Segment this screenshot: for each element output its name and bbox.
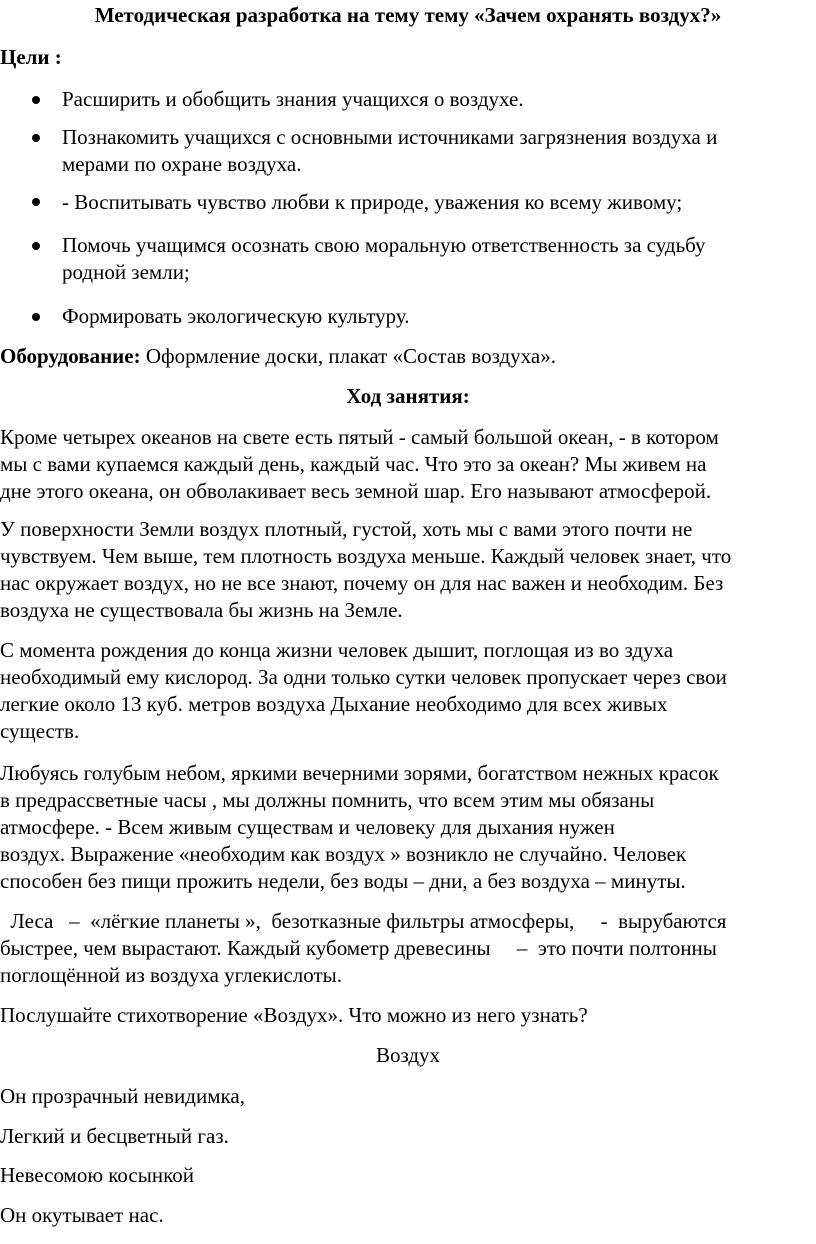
list-item-line: Формировать экологическую культуру. [62, 304, 410, 328]
paragraph-line: существ. [0, 719, 80, 743]
list-item-line: Познакомить учащихся с основными источниками загрязнения воздуха и [62, 125, 718, 149]
bullet-icon [32, 134, 40, 142]
paragraph-line: У поверхности Земли воздух плотный, густой, хоть мы с вами этого почти не [0, 517, 693, 541]
equipment-line [0, 343, 556, 370]
poem-line: Он окутывает нас. [0, 1203, 164, 1227]
bullet-icon [32, 242, 40, 250]
paragraph-line: в предрассветные часы , мы должны помнить, что всем этим мы обязаны [0, 788, 655, 812]
equipment-label: Оборудование: [0, 344, 141, 368]
paragraph-line: необходимый ему кислород. За одни только сутки человек пропускает через свои [0, 665, 727, 689]
poem-line: Он прозрачный невидимка, [0, 1084, 245, 1108]
paragraph-line: воздуха не существовала бы жизнь на Земле. [0, 598, 403, 622]
paragraph-line: С момента рождения до конца жизни человек дышит, поглощая из во здуха [0, 638, 674, 662]
document-title: Методическая разработка на тему тему «Зачем охранять воздух?» [94, 3, 722, 27]
goals-label: Цели : [0, 45, 62, 69]
paragraph-line: способен без пищи прожить недели, без воды – дни, а без воздуха – минуты. [0, 869, 686, 893]
paragraph-line: легкие около 13 куб. метров воздуха Дыхание необходимо для всех живых [0, 692, 668, 716]
paragraph-line: Послушайте стихотворение «Воздух». Что можно из него узнать? [0, 1003, 588, 1027]
paragraph-line: мы с вами купаемся каждый день, каждый час. Что это за океан? Мы живем на [0, 452, 707, 476]
bullet-icon [32, 96, 40, 104]
lesson-heading: Ход занятия: [346, 384, 470, 408]
paragraph-line: поглощённой из воздуха углекислоты. [0, 963, 343, 987]
bullet-icon [32, 313, 40, 321]
list-item-line: Расширить и обобщить знания учащихся о воздухе. [62, 87, 524, 111]
paragraph-line: чувствуем. Чем выше, тем плотность воздуха меньше. Каждый человек знает, что [0, 544, 732, 568]
paragraph-line: атмосфере. - Всем живым существам и человеку для дыхания нужен [0, 815, 615, 839]
list-item-line: родной земли; [62, 260, 190, 284]
paragraph-line: воздух. Выражение «необходим как воздух » возникло не случайно. Человек [0, 842, 687, 866]
list-item-line: Помочь учащимся осознать свою моральную ответственность за судьбу [62, 233, 706, 257]
poem-line: Невесомою косынкой [0, 1163, 194, 1187]
paragraph-line: нас окружает воздух, но не все знают, почему он для нас важен и необходим. Без [0, 571, 724, 595]
paragraph-line: Леса – «лёгкие планеты », безотказные фильтры атмосферы, - вырубаются [0, 909, 727, 933]
list-item-line: - Воспитывать чувство любви к природе, уважения ко всему живому; [62, 190, 683, 214]
poem-title: Воздух [375, 1043, 441, 1067]
list-item-line: мерами по охране воздуха. [62, 152, 302, 176]
paragraph-line: дне этого океана, он обволакивает весь земной шар. Его называют атмосферой. [0, 479, 712, 503]
bullet-icon [32, 198, 40, 206]
equipment-text: Оформление доски, плакат «Состав воздуха». [145, 344, 556, 368]
paragraph-line: быстрее, чем вырастают. Каждый кубометр древесины – это почти полтонны [0, 936, 717, 960]
paragraph-line: Любуясь голубым небом, яркими вечерними зорями, богатством нежных красок [0, 761, 719, 785]
poem-line: Легкий и бесцветный газ. [0, 1124, 229, 1148]
paragraph-line: Кроме четырех океанов на свете есть пятый - самый большой океан, - в котором [0, 425, 719, 449]
